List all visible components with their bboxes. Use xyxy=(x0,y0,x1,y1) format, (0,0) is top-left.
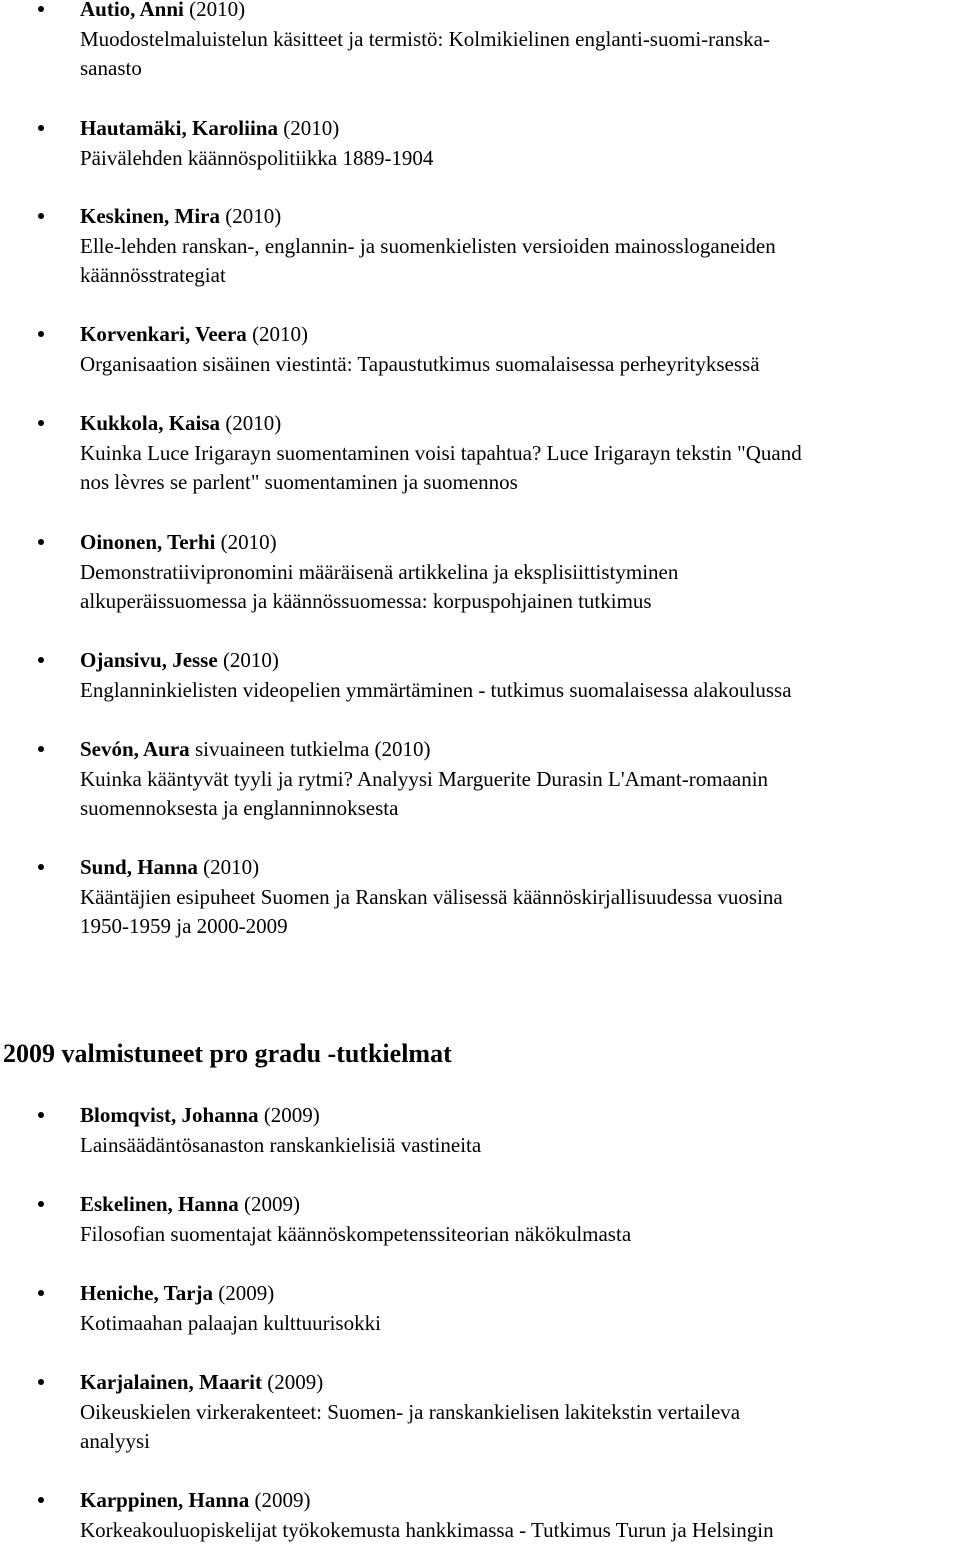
entry-text xyxy=(80,735,960,824)
author-name: Blomqvist, Johanna xyxy=(80,1103,259,1127)
entry-heading-line xyxy=(80,320,960,350)
author-name: Eskelinen, Hanna xyxy=(80,1192,239,1216)
entry-text xyxy=(80,528,960,617)
entry-year: (2009) xyxy=(261,1370,324,1394)
bullet-icon xyxy=(38,420,44,426)
entry-year: (2010) xyxy=(277,116,340,140)
entry-year: (2010) xyxy=(220,204,282,228)
bullet-icon xyxy=(38,213,44,219)
thesis-title-line: Filosofian suomentajat käännöskompetenssiteorian näkökulmasta xyxy=(80,1221,632,1246)
thesis-title-line: käännösstrategiat xyxy=(80,263,226,287)
thesis-title-line: Englanninkielisten videopelien ymmärtäminen - tutkimus suomalaisessa alakoulussa xyxy=(80,677,792,702)
thesis-title-line: Kotimaahan palaajan kulttuurisokki xyxy=(80,1310,381,1335)
entry-heading-line xyxy=(80,0,960,25)
bullet-icon xyxy=(38,1201,44,1207)
entry-year: (2010) xyxy=(217,648,279,672)
bullet-icon xyxy=(38,539,44,545)
author-name: Keskinen, Mira xyxy=(80,204,220,228)
thesis-title-line: sanasto xyxy=(80,56,142,80)
entry-note-year: sivuaineen tutkielma (2010) xyxy=(189,737,431,761)
author-name: Heniche, Tarja xyxy=(80,1281,214,1305)
entry-year: (2009) xyxy=(238,1192,300,1216)
entry-heading-line xyxy=(80,202,960,232)
thesis-title-line: Kääntäjien esipuheet Suomen ja Ranskan välisessä käännöskirjallisuudessa vuosina xyxy=(80,884,783,909)
entry-heading-line xyxy=(80,853,960,883)
thesis-title-line: Päivälehden käännöspolitiikka 1889-1904 xyxy=(80,145,434,170)
bullet-icon xyxy=(38,331,44,337)
entry-heading-line xyxy=(80,409,960,439)
thesis-title-line: Organisaation sisäinen viestintä: Tapaustutkimus suomalaisessa perheyrityksessä xyxy=(80,351,760,376)
thesis-title-line: Oikeuskielen virkerakenteet: Suomen- ja ranskankielisen lakitekstin vertaileva xyxy=(80,1399,741,1424)
entry-year: (2010) xyxy=(183,0,246,21)
thesis-title-line: suomennoksesta ja englanninnoksesta xyxy=(80,796,399,820)
entry-year: (2010) xyxy=(220,411,282,435)
author-name: Ojansivu, Jesse xyxy=(80,648,218,672)
entry-heading-line xyxy=(80,528,960,558)
entry-heading-line xyxy=(80,1190,960,1220)
author-name: Karjalainen, Maarit xyxy=(80,1370,262,1394)
entry-year: (2010) xyxy=(215,530,277,554)
entry-heading-line xyxy=(80,1368,960,1398)
entry-text xyxy=(80,853,960,942)
bullet-icon xyxy=(38,746,44,752)
entry-heading-line xyxy=(80,646,960,676)
thesis-title-line: Elle-lehden ranskan-, englannin- ja suomenkielisten versioiden mainossloganeiden xyxy=(80,233,776,258)
author-name: Karppinen, Hanna xyxy=(80,1488,250,1512)
thesis-title-line: Demonstratiivipronomini määräisenä artikkelina ja eksplisiittistyminen xyxy=(80,559,679,584)
thesis-title-line: Lainsäädäntösanaston ranskankielisiä vastineita xyxy=(80,1132,482,1157)
author-name: Korvenkari, Veera xyxy=(80,322,247,346)
thesis-title-line: Kuinka kääntyvät tyyli ja rytmi? Analyysi Marguerite Durasin L'Amant-romaanin xyxy=(80,766,769,791)
entry-text xyxy=(80,0,960,84)
entry-year: (2009) xyxy=(213,1281,275,1305)
author-name: Sevón, Aura xyxy=(80,737,190,761)
entry-year: (2009) xyxy=(258,1103,320,1127)
entry-text xyxy=(80,1279,960,1338)
entry-text xyxy=(80,1190,960,1249)
bullet-icon xyxy=(38,657,44,663)
author-name: Hautamäki, Karoliina xyxy=(80,116,278,140)
entry-year: (2010) xyxy=(246,322,309,346)
thesis-title-line: nos lèvres se parlent" suomentaminen ja suomennos xyxy=(80,470,518,494)
entry-text xyxy=(80,646,960,705)
bullet-icon xyxy=(38,125,44,131)
entry-year: (2010) xyxy=(197,855,260,879)
entry-heading-line xyxy=(80,735,960,765)
entry-text xyxy=(80,114,960,173)
bullet-icon xyxy=(38,1379,44,1385)
entry-text xyxy=(80,1368,960,1457)
bullet-icon xyxy=(38,1290,44,1296)
entry-text xyxy=(80,202,960,291)
bullet-icon xyxy=(38,6,44,12)
thesis-title-line: Muodostelmaluistelun käsitteet ja termistö: Kolmikielinen englanti-suomi-ranska- xyxy=(80,26,770,51)
thesis-title-line: Kuinka Luce Irigarayn suomentaminen voisi tapahtua? Luce Irigarayn tekstin "Quand xyxy=(80,440,802,465)
author-name: Kukkola, Kaisa xyxy=(80,411,221,435)
section-heading-2009: 2009 valmistuneet pro gradu -tutkielmat xyxy=(3,1039,452,1068)
author-name: Sund, Hanna xyxy=(80,855,198,879)
bullet-icon xyxy=(38,1112,44,1118)
bullet-icon xyxy=(38,864,44,870)
entry-heading-line xyxy=(80,1279,960,1309)
thesis-title-line: Korkeakouluopiskelijat työkokemusta hankkimassa - Tutkimus Turun ja Helsingin xyxy=(80,1517,774,1542)
entry-heading-line xyxy=(80,1101,960,1131)
thesis-title-line: 1950-1959 ja 2000-2009 xyxy=(80,914,288,938)
author-name: Oinonen, Terhi xyxy=(80,530,216,554)
entry-text xyxy=(80,1486,960,1545)
thesis-title-line: alkuperäissuomessa ja käännössuomessa: korpuspohjainen tutkimus xyxy=(80,589,652,613)
bullet-icon xyxy=(38,1497,44,1503)
entry-heading-line xyxy=(80,1486,960,1516)
entry-heading-line xyxy=(80,114,960,144)
entry-text xyxy=(80,409,960,498)
thesis-title-line: analyysi xyxy=(80,1429,150,1453)
author-name: Autio, Anni xyxy=(80,0,184,21)
entry-text xyxy=(80,1101,960,1160)
entry-year: (2009) xyxy=(249,1488,311,1512)
entry-text xyxy=(80,320,960,379)
